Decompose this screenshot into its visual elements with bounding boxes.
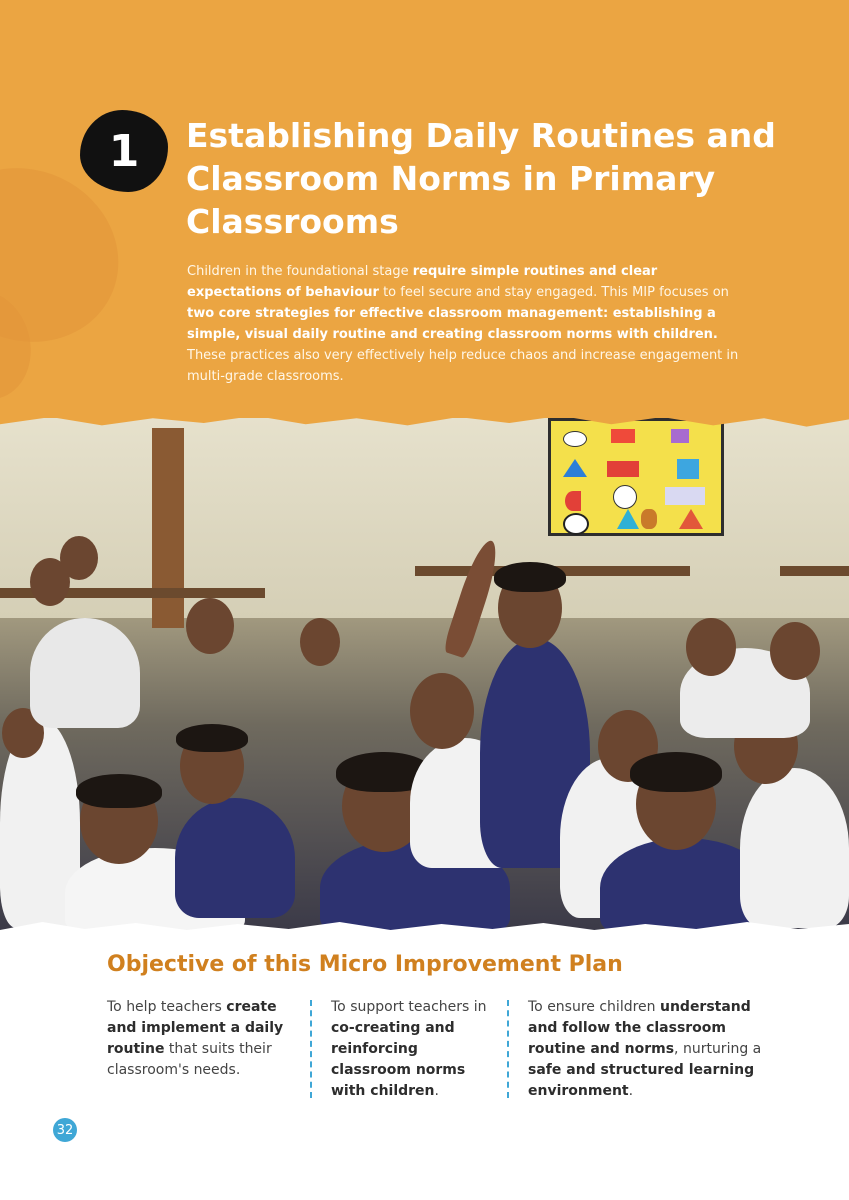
column-divider bbox=[310, 1000, 312, 1098]
child-head bbox=[300, 618, 340, 666]
objective-item-1: To help teachers create and implement a daily routine that suits their classroom's needs. bbox=[107, 999, 284, 1078]
child-hair bbox=[630, 752, 722, 792]
desk bbox=[780, 566, 849, 576]
objective-item-3: To ensure children understand and follow the classroom routine and norms, nurturing a safe and structured learning environment. bbox=[528, 999, 762, 1099]
chapter-title: Establishing Daily Routines and Classroom Norms in Primary Classrooms bbox=[186, 116, 776, 241]
child-hair bbox=[76, 774, 162, 808]
objective-heading: Objective of this Micro Improvement Plan bbox=[107, 952, 623, 977]
child bbox=[175, 798, 295, 918]
classroom-door bbox=[152, 428, 184, 628]
column-divider bbox=[507, 1000, 509, 1098]
child bbox=[740, 768, 849, 928]
child-head bbox=[770, 622, 820, 680]
shapes-wall-chart bbox=[548, 418, 724, 536]
child-hair bbox=[176, 724, 248, 752]
child-head bbox=[686, 618, 736, 676]
child-hair bbox=[494, 562, 566, 592]
section-number-badge: 1 bbox=[80, 110, 168, 192]
objective-item-2: To support teachers in co-creating and reinforcing classroom norms with children. bbox=[331, 999, 487, 1099]
page-number: 32 bbox=[53, 1118, 77, 1142]
intro-paragraph: Children in the foundational stage require simple routines and clear expectations of behaviour to feel secure and stay engaged. This MIP focuses on two core strategies for effective classroom management: establishing a simple, visual daily routine and creating classroom norms with children. These practices also very effectively help reduce chaos and increase engagement in multi-grade classrooms. bbox=[187, 264, 739, 384]
child-head bbox=[60, 536, 98, 580]
child-head bbox=[410, 673, 474, 749]
child bbox=[30, 618, 140, 728]
child-head bbox=[186, 598, 234, 654]
chapter-header bbox=[0, 0, 849, 430]
classroom-photo bbox=[0, 418, 849, 930]
